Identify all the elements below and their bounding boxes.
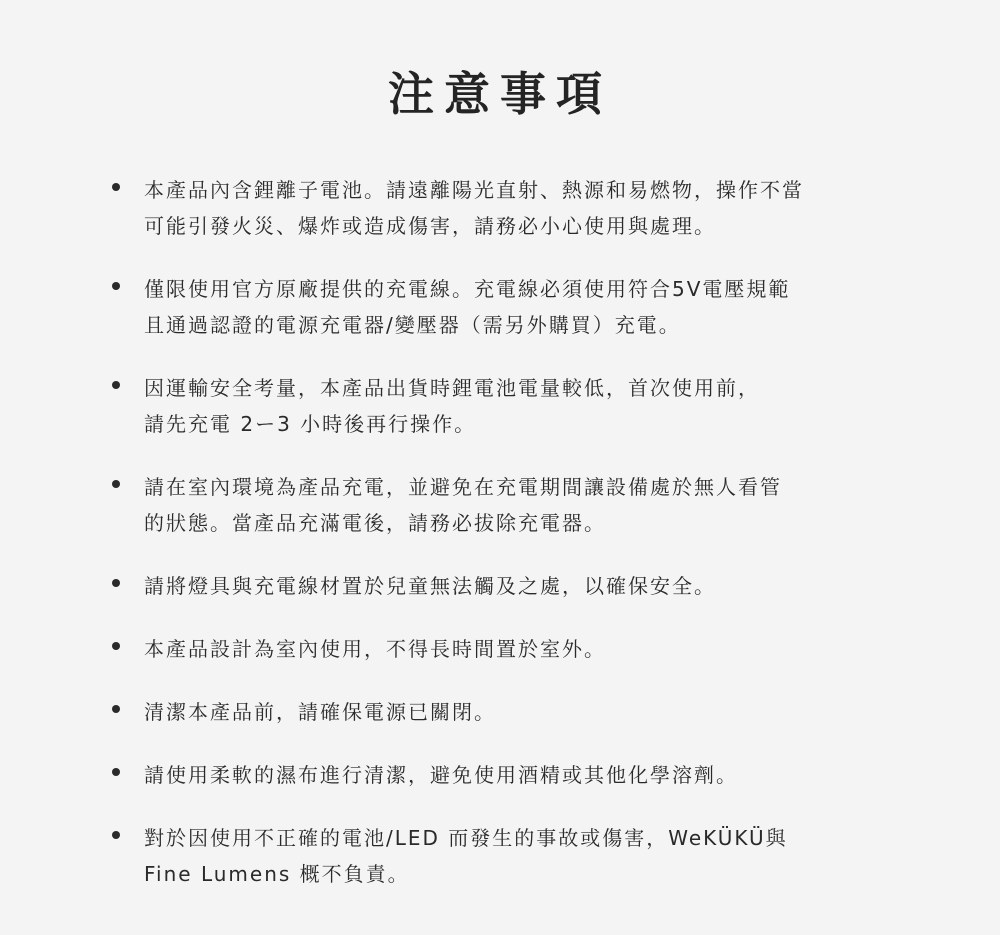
bullet-icon [112,579,120,587]
list-item-text: 本產品設計為室內使用，不得長時間置於室外。 [144,637,606,661]
list-item-text: 清潔本產品前，請確保電源已關閉。 [144,700,496,724]
bullet-icon [112,381,120,389]
list-item [112,172,912,244]
list-item-text: 請先充電 2ー3 小時後再行操作。 [144,412,477,436]
list-item-text: 請在室內環境為產品充電，並避免在充電期間讓設備處於無人看管 [144,475,782,499]
list-item [112,469,912,541]
list-item-text: 的狀態。當產品充滿電後，請務必拔除充電器。 [144,511,606,535]
list-item-text: 且通過認證的電源充電器/變壓器（需另外購買）充電。 [144,313,681,337]
list-item [112,370,912,442]
bullet-icon [112,480,120,488]
list-item [112,757,912,793]
list-item-text: 對於因使用不正確的電池/LED 而發生的事故或傷害，WeKÜKÜ與 [144,826,788,850]
list-item-text: 因運輸安全考量，本產品出貨時鋰電池電量較低，首次使用前， [144,376,760,400]
list-item-text: 請使用柔軟的濕布進行清潔，避免使用酒精或其他化學溶劑。 [144,763,738,787]
bullet-icon [112,642,120,650]
list-item [112,568,912,604]
list-item-text: 本產品內含鋰離子電池。請遠離陽光直射、熱源和易燃物，操作不當 [144,178,804,202]
list-item [112,271,912,343]
list-item-text: 可能引發火災、爆炸或造成傷害，請務必小心使用與處理。 [144,214,716,238]
list-item-text: 請將燈具與充電線材置於兒童無法觸及之處，以確保安全。 [144,574,716,598]
bullet-icon [112,705,120,713]
bullet-icon [112,183,120,191]
list-item-text: 僅限使用官方原廠提供的充電線。充電線必須使用符合5V電壓規範 [144,277,791,301]
list-item-text: Fine Lumens 概不負責。 [144,862,410,886]
page-title: 注意事項 [388,67,612,121]
notice-list [112,172,912,919]
list-item [112,631,912,667]
bullet-icon [112,768,120,776]
list-item [112,820,912,892]
bullet-icon [112,831,120,839]
bullet-icon [112,282,120,290]
list-item [112,694,912,730]
